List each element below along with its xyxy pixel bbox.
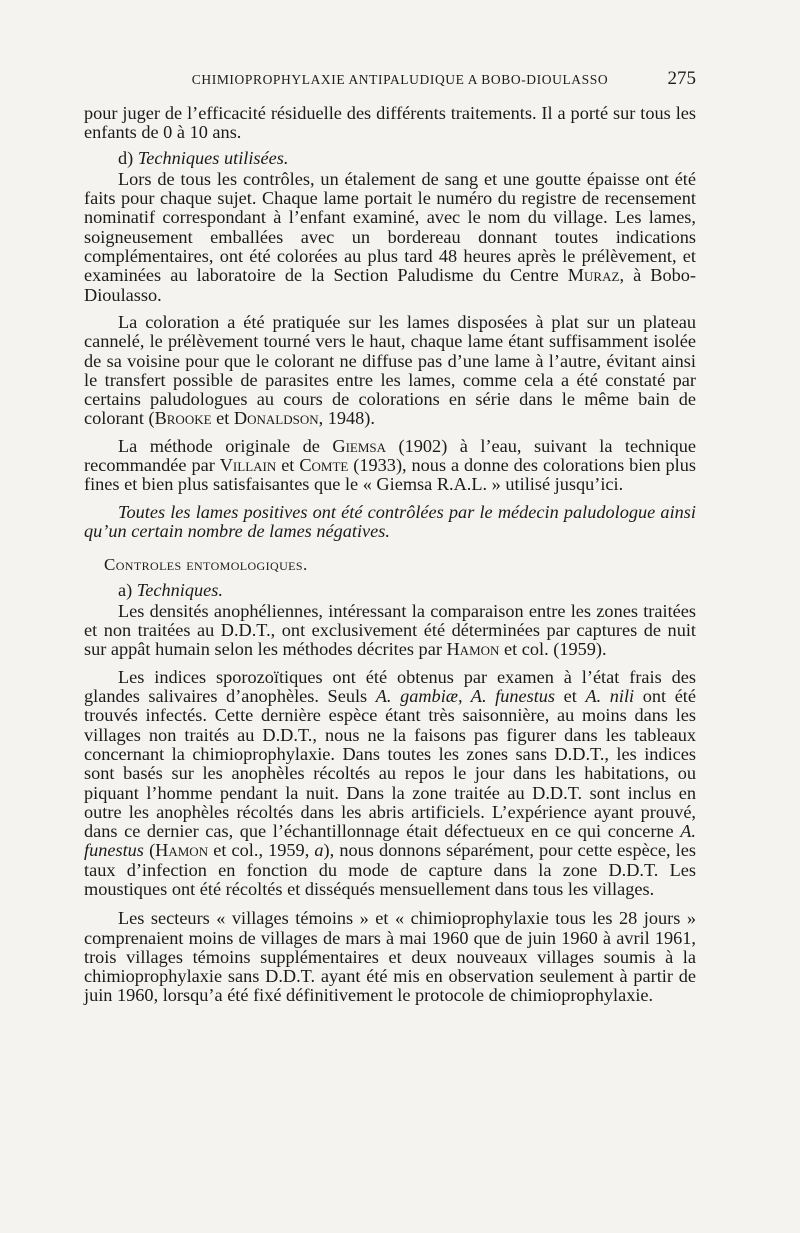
subheading-title: Techniques utilisées. xyxy=(137,147,289,168)
text-run: et xyxy=(211,408,234,429)
author-name: Hamon xyxy=(446,639,500,660)
text-run: et col., 1959, xyxy=(208,840,315,861)
text-run: (1902) à l’eau, suivant la technique recommandée par xyxy=(84,435,696,476)
author-name: Brooke xyxy=(154,408,212,429)
paragraph-secteurs xyxy=(84,909,696,1005)
subheading-d xyxy=(84,149,696,168)
species-name: A. gambiæ, A. funestus xyxy=(375,686,556,707)
text-run: et xyxy=(555,686,586,707)
page-header xyxy=(0,68,800,94)
subheading-marker: a) xyxy=(118,579,137,600)
running-title: CHIMIOPROPHYLAXIE ANTIPALUDIQUE A BOBO-DIOULASSO xyxy=(191,72,609,87)
text-run: ), nous donnons séparément, pour cette espèce, les taux d’infection en fonction du mode de capture dans la zone D.D.T. Les moustiques ont été récoltés et disséqués mensuellement dans tous les villages. xyxy=(84,840,696,899)
paragraph-italic-note xyxy=(84,503,696,542)
paragraph-indices xyxy=(84,668,696,900)
paragraph-densites xyxy=(84,602,696,660)
subheading-a xyxy=(84,581,696,600)
text-run: , 1948). xyxy=(318,408,375,429)
paragraph-controles xyxy=(84,170,696,305)
text-run: La coloration a été pratiquée sur les lames disposées à plat sur un plateau cannelé, le prélèvement tourné vers le haut, chaque lame étant suffisamment isolée de sa voisine pour que le colorant ne diffuse pas d’une lame à l’autre, évitant ainsi le transfert possible de parasites entre les lames, comme cela a été constaté par certains paludologues au cours de colorations en série dans le même bain de colorant ( xyxy=(84,311,696,429)
species-name: A. funestus xyxy=(84,821,696,861)
text-run: Les secteurs « villages témoins » et « chimioprophylaxie tous les 28 jours » comprenaient moins de villages de mars à mai 1960 que de juin 1960 à avril 1961, trois villages témoins supplémentaires et deux nouveaux villages soumis à la chimioprophylaxie sans D.D.T. ayant été mis en observation seulement à partir de juin 1960, lorsqu’a été fixé définitivement le protocole de chimioprophylaxie. xyxy=(84,908,696,1006)
author-name: Muraz xyxy=(567,265,620,286)
text-run: , à Bobo-Dioulasso. xyxy=(84,265,696,305)
paragraph-coloration xyxy=(84,313,696,429)
text-run: Les densités anophéliennes, intéressant la comparaison entre les zones traitées et non traitées au D.D.T., ont exclusivement été déterminées par captures de nuit sur appât humain selon les méthodes décrites par xyxy=(84,600,696,660)
text-run: Les indices sporozoïtiques ont été obtenus par examen à l’état frais des glandes salivaires d’anophèles. Seuls xyxy=(84,666,696,707)
page-number: 275 xyxy=(667,68,696,89)
body-text xyxy=(84,104,696,1006)
author-name: Hamon xyxy=(155,840,209,861)
text-run: Toutes les lames positives ont été contrôlées par le médecin paludologue ainsi qu’un certain nombre de lames négatives. xyxy=(84,501,696,541)
species-name: A. nili xyxy=(585,686,635,707)
subheading-title: Techniques. xyxy=(136,579,223,600)
author-name: Giemsa xyxy=(332,435,387,456)
text-run: ont été trouvés infectés. Cette dernière espèce étant très saisonnière, au moins dans les villages non traités au D.D.T., nous ne la faisons pas figurer dans les tableaux concernant la chimioprophylaxie. Dans toutes les zones sans D.D.T., les indices sont basés sur les anophèles récoltés au repos le jour dans les habitations, ou piquant l’homme pendant la nuit. Dans la zone traitée au D.D.T. sont inclus en outre les anophèles récoltés dans les abris artificiels. L’expérience ayant prouvé, dans ce dernier cas, que l’échantillonnage était défectueux en ce qui concerne xyxy=(84,686,697,842)
paragraph-continuation xyxy=(84,104,696,143)
text-run: (1933), nous a donne des colorations bien plus fines et bien plus satisfaisantes que le « Giemsa R.A.L. » utilisé jusqu’ici. xyxy=(84,455,696,495)
text-run: pour juger de l’efficacité résiduelle des différents traitements. Il a porté sur tous les enfants de 0 à 10 ans. xyxy=(84,103,696,143)
text-run: Lors de tous les contrôles, un étalement de sang et une goutte épaisse ont été faits pour chaque sujet. Chaque lame portait le numéro du registre de recensement nominatif correspondant à l’enfant examiné, avec le nom du village. Les lames, soigneusement emballées avec un bordereau donnant toutes indications complémentaires, ont été colorées au plus tard 48 heures après le prélèvement, et examinées au laboratoire de la Section Paludisme du Centre xyxy=(84,168,696,286)
author-name: Donaldson xyxy=(233,408,319,429)
text-run: La méthode originale de xyxy=(118,435,333,456)
reference-letter: a xyxy=(314,840,324,861)
author-name: Comte xyxy=(299,455,349,476)
author-name: Villain xyxy=(219,455,277,476)
subheading-marker: d) xyxy=(118,147,138,168)
paragraph-methode xyxy=(84,437,696,495)
text-run: ( xyxy=(143,840,156,861)
text-run: et xyxy=(276,455,300,476)
text-run: et col. (1959). xyxy=(499,639,607,660)
section-heading: Controles entomologiques. xyxy=(104,555,308,575)
